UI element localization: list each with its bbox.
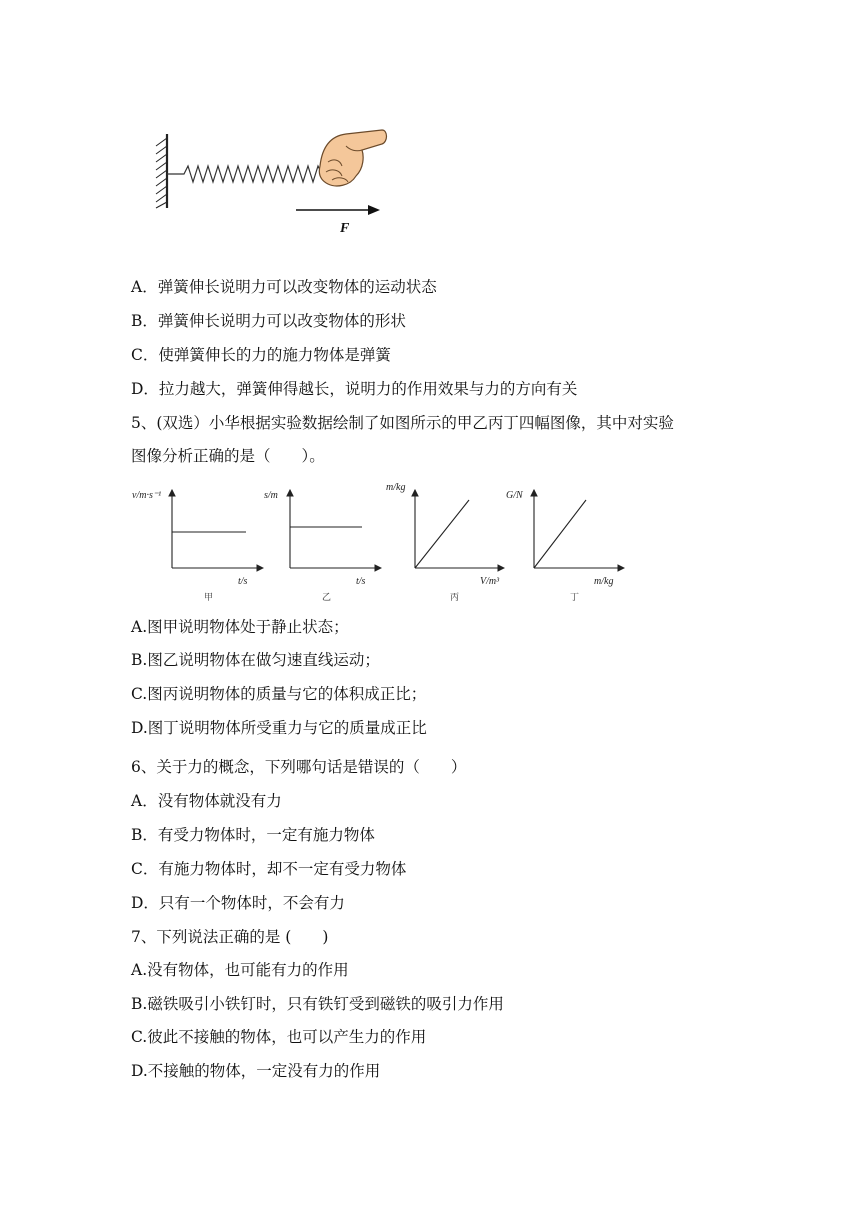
graph-ding bbox=[506, 490, 624, 603]
graph-jia bbox=[132, 490, 263, 603]
graph-ding-caption: 丁 bbox=[570, 593, 580, 603]
graph-jia-ylabel: v/m·s⁻¹ bbox=[132, 490, 162, 501]
q4-option-c: C．使弹簧伸长的力的施力物体是弹簧 bbox=[131, 346, 391, 364]
graph-jia-xlabel: t/s bbox=[238, 576, 248, 587]
spring-coil bbox=[167, 166, 328, 182]
graph-yi-ylabel: s/m bbox=[264, 490, 278, 501]
force-label: F bbox=[340, 221, 350, 236]
wall bbox=[156, 134, 167, 208]
graph-yi-caption: 乙 bbox=[322, 593, 332, 603]
q7-option-d: D.不接触的物体，一定没有力的作用 bbox=[131, 1062, 381, 1080]
force-arrow bbox=[296, 205, 380, 215]
q4-option-b: B．弹簧伸长说明力可以改变物体的形状 bbox=[131, 312, 406, 330]
spring-figure bbox=[150, 128, 390, 240]
graph-bing-caption: 丙 bbox=[450, 593, 460, 603]
q6-option-c: C．有施力物体时，却不一定有受力物体 bbox=[131, 860, 407, 878]
q7-option-c: C.彼此不接触的物体，也可以产生力的作用 bbox=[131, 1028, 427, 1046]
graph-bing bbox=[386, 482, 504, 603]
q7-option-a: A.没有物体，也可能有力的作用 bbox=[131, 961, 349, 979]
graph-yi bbox=[264, 490, 381, 603]
q4-option-a: A．弹簧伸长说明力可以改变物体的运动状态 bbox=[131, 278, 437, 296]
q5-stem-line1: 5、(双选）小华根据实验数据绘制了如图所示的甲乙丙丁四幅图像，其中对实验 bbox=[131, 414, 674, 432]
graph-ding-ylabel: G/N bbox=[506, 490, 523, 501]
q4-option-d: D．拉力越大，弹簧伸得越长，说明力的作用效果与力的方向有关 bbox=[131, 380, 578, 398]
graph-ding-line bbox=[534, 500, 586, 568]
q6-stem: 6、关于力的概念，下列哪句话是错误的（ ） bbox=[131, 758, 467, 776]
graph-bing-line bbox=[415, 500, 469, 568]
q5-stem-line2: 图像分析正确的是（ ）。 bbox=[131, 447, 325, 465]
q6-option-b: B．有受力物体时，一定有施力物体 bbox=[131, 826, 375, 844]
graph-bing-ylabel: m/kg bbox=[386, 482, 406, 493]
graph-yi-xlabel: t/s bbox=[356, 576, 366, 587]
graph-ding-xlabel: m/kg bbox=[594, 576, 614, 587]
q6-option-d: D．只有一个物体时，不会有力 bbox=[131, 894, 345, 912]
graph-bing-xlabel: V/m³ bbox=[480, 576, 500, 587]
q5-graphs bbox=[128, 478, 638, 606]
hand-icon bbox=[319, 130, 386, 186]
q5-option-d: D.图丁说明物体所受重力与它的质量成正比 bbox=[131, 719, 427, 737]
q5-option-c: C.图丙说明物体的质量与它的体积成正比； bbox=[131, 685, 427, 703]
q5-option-a: A.图甲说明物体处于静止状态； bbox=[131, 618, 349, 636]
q6-option-a: A．没有物体就没有力 bbox=[131, 792, 282, 810]
q7-stem: 7、下列说法正确的是 ( ) bbox=[131, 928, 329, 946]
q5-option-b: B.图乙说明物体在做匀速直线运动； bbox=[131, 651, 380, 669]
graph-jia-caption: 甲 bbox=[204, 593, 214, 603]
q7-option-b: B.磁铁吸引小铁钉时，只有铁钉受到磁铁的吸引力作用 bbox=[131, 995, 504, 1013]
